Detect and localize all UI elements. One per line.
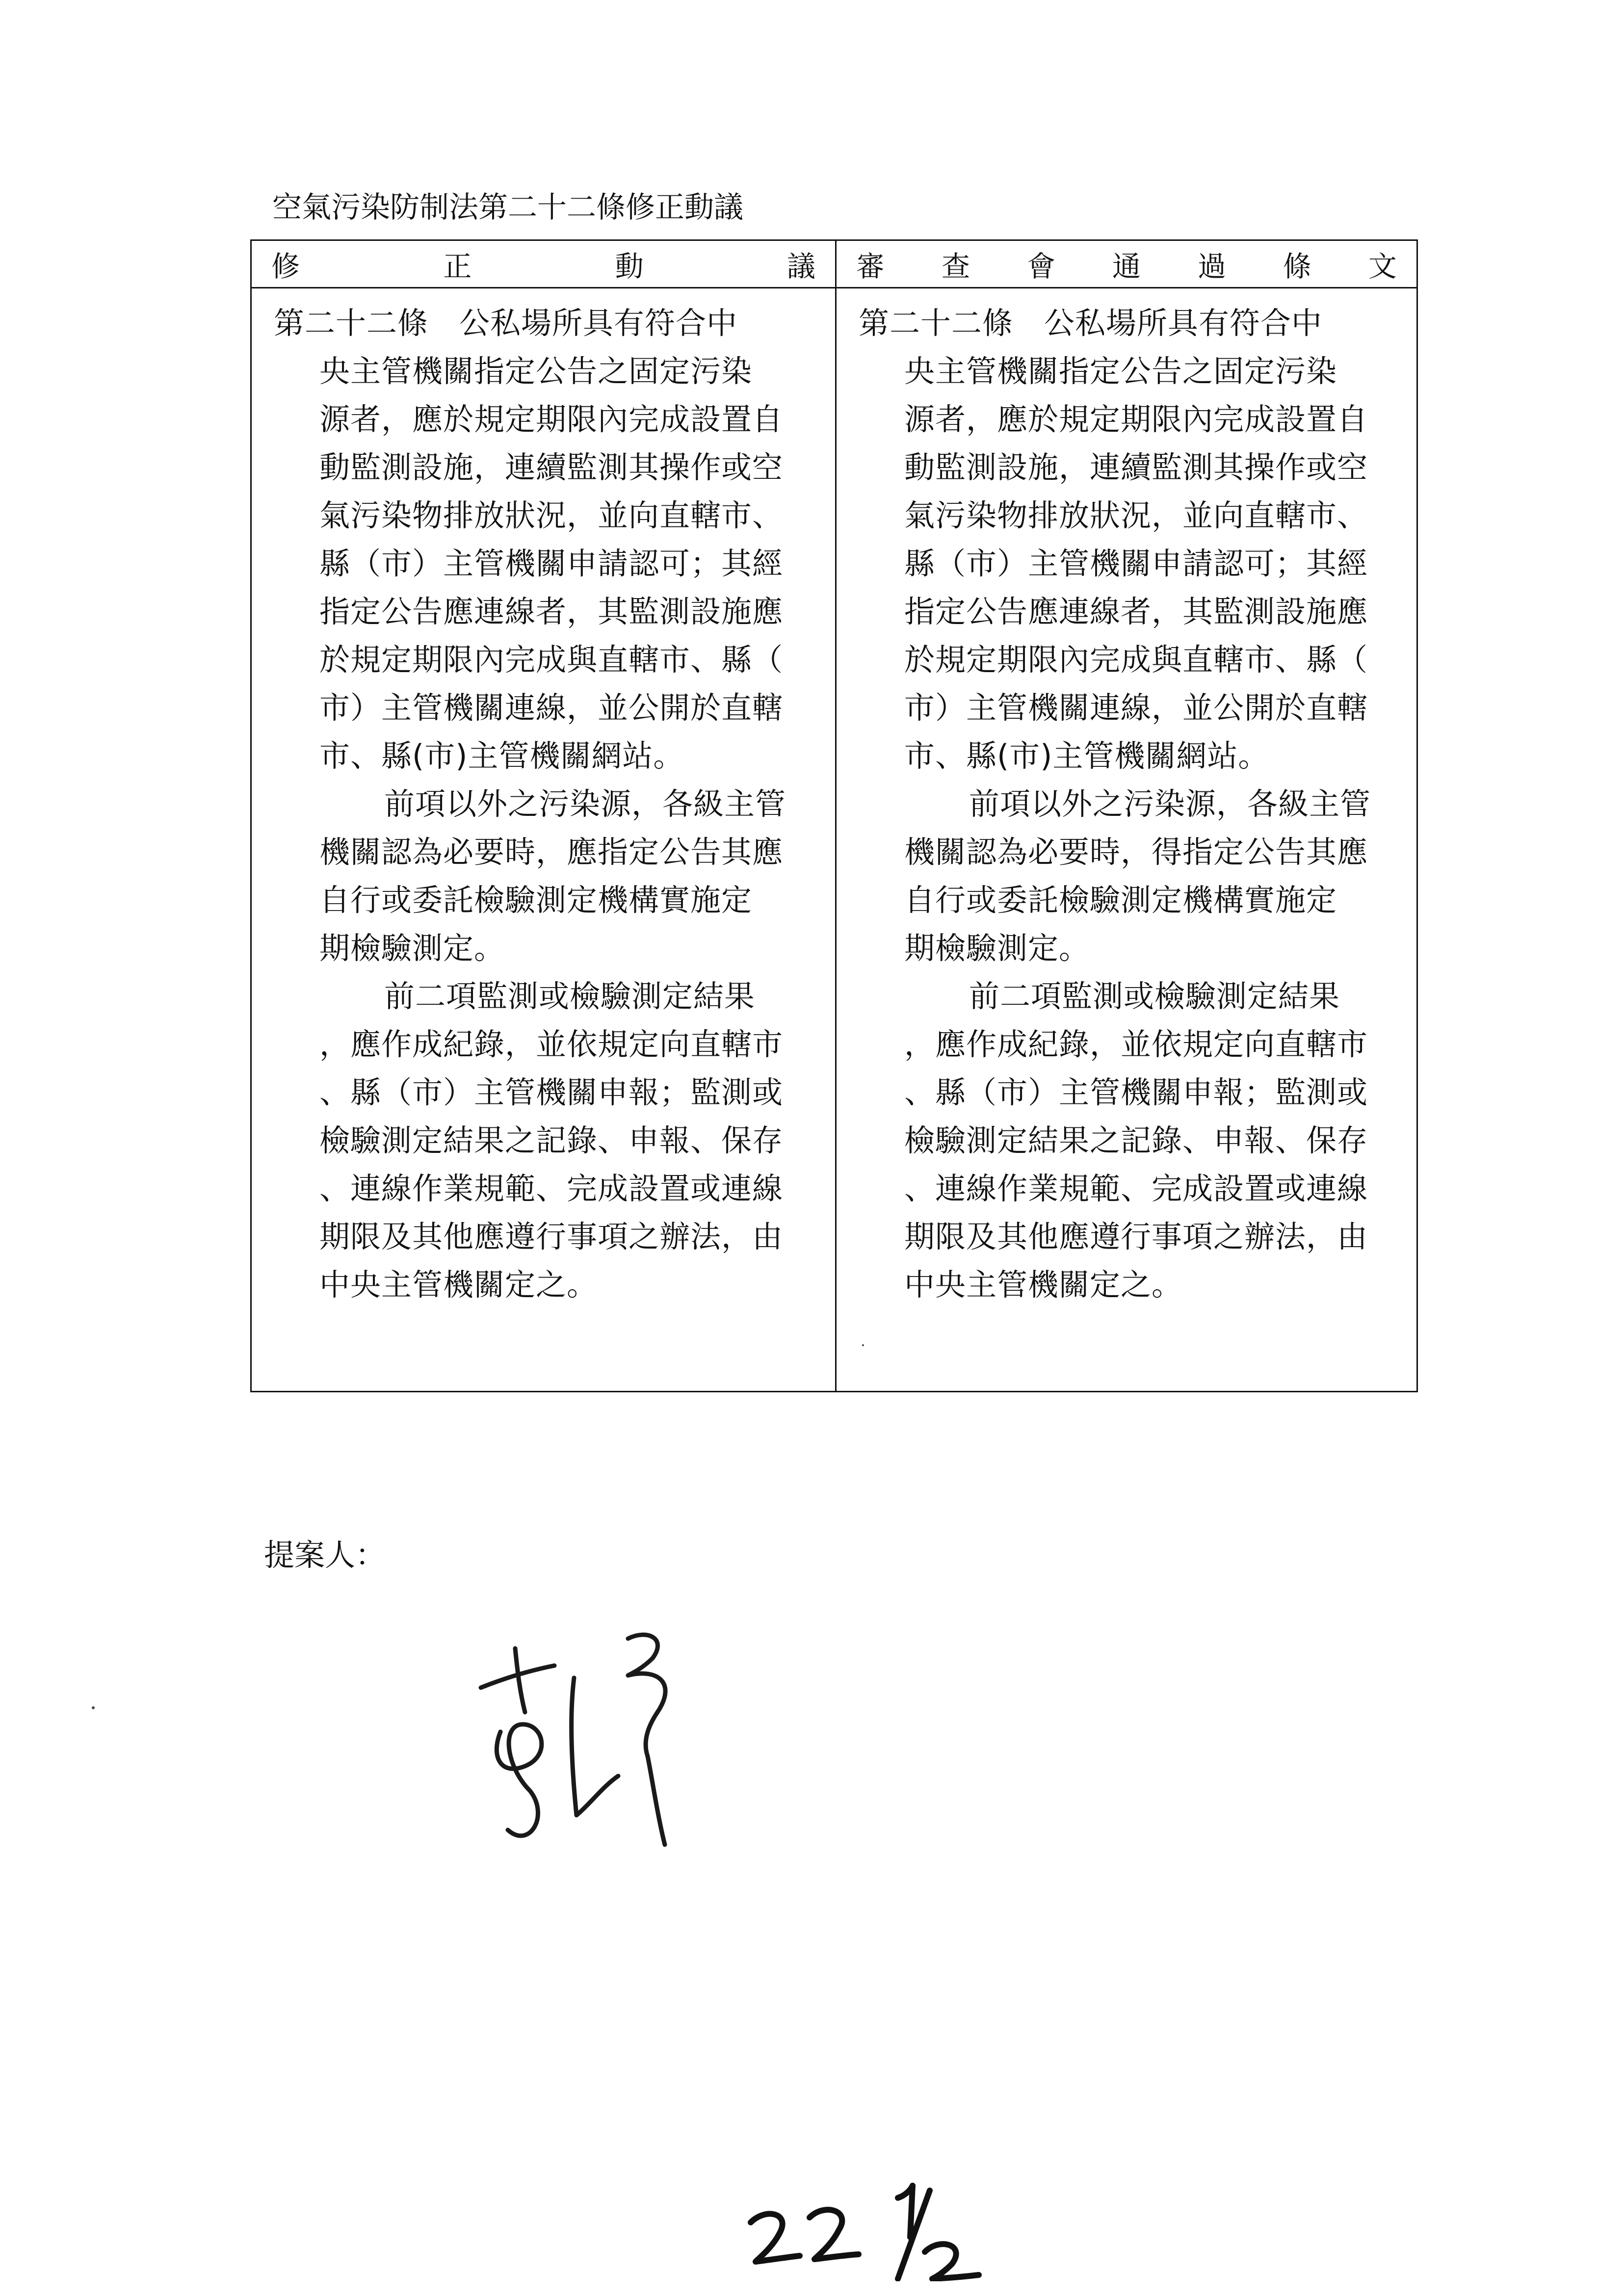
- proposer-signature: [471, 1619, 814, 1864]
- scan-speck: [92, 1706, 95, 1709]
- article-text-line: 前項以外之污染源，各級主管: [969, 786, 1371, 822]
- article-text-line: 前二項監測或檢驗測定結果: [969, 978, 1340, 1014]
- header-char: 過: [1197, 250, 1226, 283]
- article-text-line: 機關認為必要時，得指定公告其應: [904, 834, 1368, 870]
- article-text-line: 縣（市）主管機關申請認可；其經: [904, 546, 1368, 581]
- committee-approved-text: [837, 288, 1416, 1391]
- scan-speck: [862, 1344, 864, 1346]
- header-char: 議: [786, 250, 815, 283]
- article-text-line: 、縣（市）主管機關申報；監測或: [319, 1074, 784, 1110]
- article-text-line: 期限及其他應遵行事項之辦法，由: [904, 1219, 1368, 1254]
- header-char: 通: [1112, 250, 1141, 283]
- handwritten-page-number: [736, 2173, 991, 2281]
- header-char: 條: [1283, 250, 1311, 283]
- article-text-line: 自行或委託檢驗測定機構實施定: [904, 882, 1337, 918]
- article-text-line: 、縣（市）主管機關申報；監測或: [904, 1074, 1368, 1110]
- article-text-line: 第二十二條 公私場所具有符合中: [274, 305, 738, 341]
- header-char: 修: [271, 250, 300, 283]
- article-text-line: 期檢驗測定。: [319, 930, 505, 966]
- proposed-amendment-text: [252, 288, 837, 1391]
- article-text-line: 期檢驗測定。: [904, 930, 1090, 966]
- article-text-line: 、連線作業規範、完成設置或連線: [904, 1171, 1368, 1206]
- article-text-line: 機關認為必要時，應指定公告其應: [319, 834, 784, 870]
- article-text-line: 央主管機關指定公告之固定污染: [319, 353, 753, 389]
- article-text-line: ，應作成紀錄，並依規定向直轄市: [319, 1026, 784, 1062]
- header-char: 查: [941, 250, 970, 283]
- article-text-line: ，應作成紀錄，並依規定向直轄市: [904, 1026, 1368, 1062]
- header-committee-approved-text: [837, 241, 1416, 288]
- header-proposed-amendment: [252, 241, 837, 288]
- article-text-line: 源者，應於規定期限內完成設置自: [319, 401, 784, 437]
- article-text-line: 市、縣(市)主管機關網站。: [904, 738, 1269, 774]
- article-text-line: 指定公告應連線者，其監測設施應: [319, 594, 784, 629]
- article-text-line: 自行或委託檢驗測定機構實施定: [319, 882, 753, 918]
- article-text-line: 中央主管機關定之。: [904, 1267, 1183, 1303]
- article-text-line: 央主管機關指定公告之固定污染: [904, 353, 1337, 389]
- article-text-line: 檢驗測定結果之記錄、申報、保存: [904, 1122, 1368, 1158]
- header-char: 審: [856, 250, 885, 283]
- article-text-line: 市）主管機關連線，並公開於直轄: [904, 690, 1368, 726]
- article-text-line: 縣（市）主管機關申請認可；其經: [319, 546, 784, 581]
- header-char: 會: [1026, 250, 1055, 283]
- article-text-line: 於規定期限內完成與直轄市、縣（: [904, 642, 1368, 678]
- proposer-label: 提案人：: [264, 1537, 386, 1573]
- article-text-line: 動監測設施，連續監測其操作或空: [319, 449, 784, 485]
- motion-comparison-table: [250, 239, 1418, 1392]
- article-text-line: 氣污染物排放狀況，並向直轄市、: [904, 497, 1368, 533]
- article-text-line: 前項以外之污染源，各級主管: [384, 786, 786, 822]
- article-text-line: 源者，應於規定期限內完成設置自: [904, 401, 1368, 437]
- article-text-line: 氣污染物排放狀況，並向直轄市、: [319, 497, 784, 533]
- article-text-line: 前二項監測或檢驗測定結果: [384, 978, 756, 1014]
- article-text-line: 、連線作業規範、完成設置或連線: [319, 1171, 784, 1206]
- header-char: 文: [1368, 250, 1397, 283]
- article-text-line: 指定公告應連線者，其監測設施應: [904, 594, 1368, 629]
- article-text-line: 檢驗測定結果之記錄、申報、保存: [319, 1122, 784, 1158]
- header-char: 動: [615, 250, 644, 283]
- article-text-line: 中央主管機關定之。: [319, 1267, 598, 1303]
- document-title: 空氣污染防制法第二十二條修正動議: [272, 190, 743, 225]
- header-char: 正: [443, 250, 472, 283]
- article-text-line: 期限及其他應遵行事項之辦法，由: [319, 1219, 784, 1254]
- article-text-line: 於規定期限內完成與直轄市、縣（: [319, 642, 784, 678]
- article-text-line: 動監測設施，連續監測其操作或空: [904, 449, 1368, 485]
- article-text-line: 第二十二條 公私場所具有符合中: [859, 305, 1323, 341]
- article-text-line: 市）主管機關連線，並公開於直轄: [319, 690, 784, 726]
- article-text-line: 市、縣(市)主管機關網站。: [319, 738, 684, 774]
